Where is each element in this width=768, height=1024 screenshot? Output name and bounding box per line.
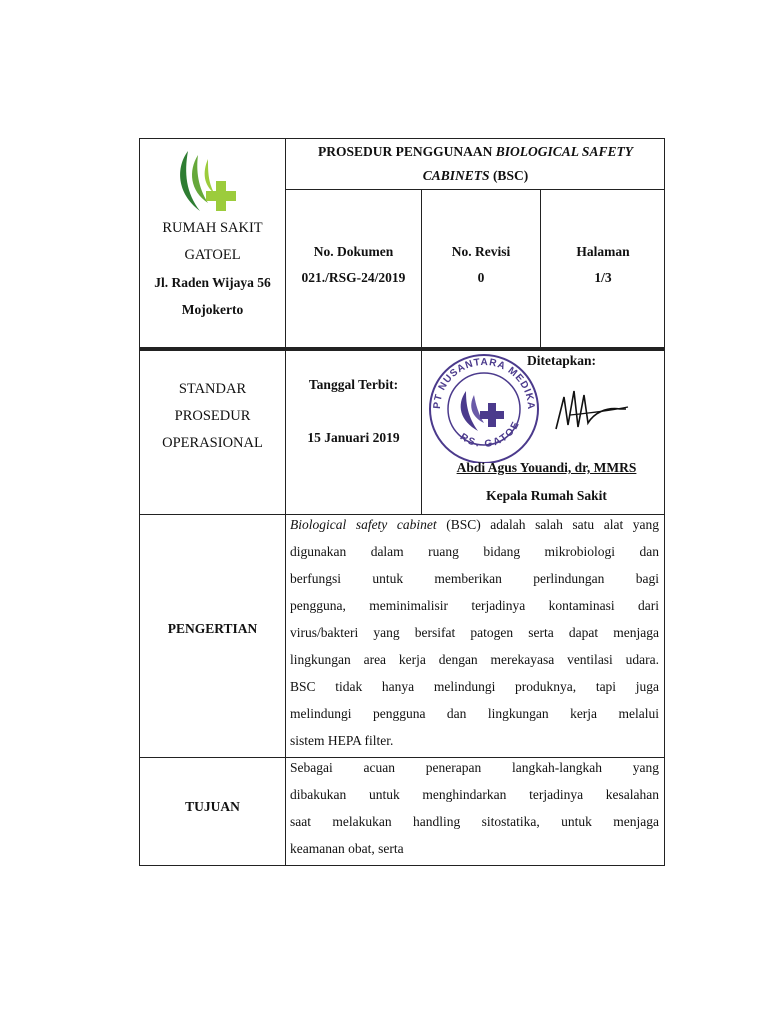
svg-text:PT NUSANTARA MEDIKA UTAMA: PT NUSANTARA MEDIKA xyxy=(431,356,537,411)
doc-no-label: No. Dokumen xyxy=(313,244,394,259)
issue-date-label: Tanggal Terbit: xyxy=(308,377,399,392)
sop-table xyxy=(139,348,665,866)
tujuan-label: TUJUAN xyxy=(185,799,240,814)
page-number xyxy=(541,239,665,291)
issue-date-value: 15 Januari 2019 xyxy=(307,430,400,445)
signer-title: Kepala Rumah Sakit xyxy=(486,488,607,503)
tujuan-text: Sebagai acuan penerapan langkah-langkah yang dibakukan untuk menghindarkan terjadinya kesalahan saat melakukan handling sitostatika, untuk menjaga keamanan obat, serta xyxy=(290,760,659,856)
issue-date xyxy=(286,377,421,446)
hospital-name-line2: GATOEL xyxy=(184,247,241,263)
document-number xyxy=(286,239,421,291)
header-table xyxy=(139,138,665,348)
pengertian-text: Biological safety cabinet (BSC) adalah salah satu alat yang digunakan dalam ruang bidang mikrobiologi dan berfungsi untuk memberikan perlindungan bagi pengguna, meminimalisir terjadinya kontaminasi dari virus/bakteri yang bersifat patogen serta dapat menjaga lingkungan area kerja dengan merekayasa ventilasi udara. BSC tidak hanya melindungi produknya, tapi juga melindungi pengguna dan lingkungan kerja melalui sistem HEPA filter. xyxy=(290,511,659,754)
document-title: PROSEDUR PENGGUNAAN BIOLOGICAL SAFETY CABINETS (BSC) xyxy=(318,144,633,183)
revision-label: No. Revisi xyxy=(451,244,511,259)
sop-label: STANDAR PROSEDUR OPERASIONAL xyxy=(162,381,263,451)
hospital-address-line1: Jl. Raden Wijaya 56 xyxy=(154,275,271,290)
approved-label: Ditetapkan: xyxy=(526,353,596,368)
doc-no-value: 021./RSG-24/2019 xyxy=(301,270,406,285)
pengertian-line-1: Biological safety cabinet (BSC) adalah salah satu alat yang xyxy=(290,517,660,532)
signer-name: Abdi Agus Youandi, dr, MMRS xyxy=(456,460,637,475)
hospital-info xyxy=(140,215,285,323)
revision-value: 0 xyxy=(477,270,485,285)
page-label: Halaman xyxy=(576,244,630,259)
approval-block xyxy=(422,349,665,514)
page-value: 1/3 xyxy=(594,270,612,285)
hospital-name-line1: RUMAH SAKIT xyxy=(162,220,263,236)
hospital-logo xyxy=(170,145,250,217)
signature xyxy=(550,377,630,437)
hospital-address-line2: Mojokerto xyxy=(181,302,244,317)
revision-number xyxy=(422,239,540,291)
svg-text:RS. GATOEL: RS. GATOE xyxy=(457,418,523,451)
pengertian-label: PENGERTIAN xyxy=(167,621,258,636)
